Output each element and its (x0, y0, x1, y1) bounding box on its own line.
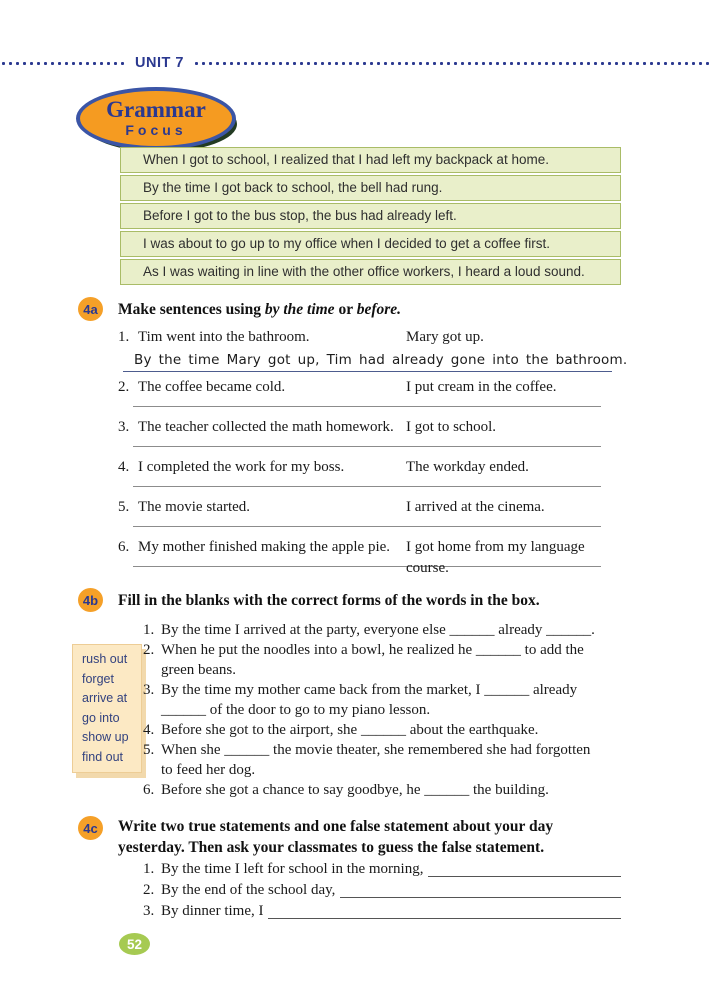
word-box-item: go into (82, 710, 120, 725)
item-number: 2. (118, 379, 130, 395)
item-text-line: to feed her dog. (161, 762, 256, 778)
dotted-rule-right (193, 61, 710, 66)
item-text (161, 680, 651, 720)
heading-text: or (334, 301, 357, 318)
heading-line: Write two true statements and one false statement about your day (118, 818, 554, 835)
item-text: By the time I arrived at the party, everyone else ______ already ______. (161, 622, 595, 638)
item-number: 4. (118, 459, 130, 475)
grammar-example-row: By the time I got back to school, the bell had rung. (120, 175, 621, 201)
item-left-sentence: The teacher collected the math homework. (138, 419, 394, 435)
section-4a-heading (118, 299, 650, 320)
grammar-examples-box (120, 147, 621, 287)
item-number: 6. (143, 782, 155, 798)
word-box-item: forget (82, 671, 114, 686)
writing-blank-line (428, 859, 621, 877)
item-text-line: By the time my mother came back from the market, I ______ already (161, 682, 578, 698)
grammar-focus-subtitle: Focus (125, 122, 187, 138)
fill-blank-item (143, 680, 651, 720)
item-number: 3. (143, 903, 155, 919)
item-left-sentence: My mother finished making the apple pie. (138, 539, 391, 555)
section-4b-heading: Fill in the blanks with the correct forms of the words in the box. (118, 592, 540, 609)
handwritten-answer-line (123, 348, 628, 372)
grammar-focus-title: Grammar (106, 97, 206, 122)
item-left-sentence: Tim went into the bathroom. (138, 329, 310, 345)
item-right-sentence: I put cream in the coffee. (406, 379, 557, 395)
item-text (161, 640, 651, 680)
item-number: 5. (118, 499, 130, 515)
grammar-example-row: When I got to school, I realized that I had left my backpack at home. (120, 147, 621, 173)
heading-text: Make sentences using (118, 301, 265, 318)
item-left-sentence: I completed the work for my boss. (138, 459, 345, 475)
item-number: 3. (118, 419, 130, 435)
item-number: 1. (143, 861, 155, 877)
item-text: By dinner time, I (161, 903, 264, 919)
exercise-item (118, 537, 623, 576)
grammar-example-row: I was about to go up to my office when I decided to get a coffee first. (120, 231, 621, 257)
item-text-line: green beans. (161, 662, 236, 678)
item-text (161, 740, 651, 780)
fill-blank-item (143, 740, 651, 780)
word-box-item: show up (82, 730, 129, 744)
heading-italic: before. (356, 301, 402, 318)
item-right-sentence: The workday ended. (406, 459, 529, 475)
item-number: 2. (143, 882, 155, 898)
section-4b-badge: 4b (78, 588, 103, 612)
answer-blank-line (133, 446, 601, 447)
word-box (72, 644, 142, 773)
item-left-sentence: The movie started. (138, 499, 251, 515)
item-number: 2. (143, 642, 155, 658)
item-number: 3. (143, 682, 155, 698)
writing-item (143, 880, 623, 901)
answer-blank-line (133, 526, 601, 527)
exercise-item (118, 497, 623, 518)
page-number-badge: 52 (119, 933, 150, 955)
word-box-item: rush out (82, 652, 128, 666)
item-text: Before she got a chance to say goodbye, he ______ the building. (161, 782, 549, 798)
item-text-line: When he put the noodles into a bowl, he realized he ______ to add the (161, 642, 584, 658)
grammar-focus-badge (76, 87, 236, 150)
writing-blank-line (268, 901, 621, 919)
unit-title: UNIT 7 (135, 55, 184, 71)
answer-blank-line (133, 566, 601, 567)
exercise-item (118, 417, 623, 438)
item-right-sentence: I arrived at the cinema. (406, 499, 545, 515)
item-text: By the end of the school day, (161, 882, 336, 898)
fill-blank-item (143, 780, 651, 800)
fill-blank-item (143, 640, 651, 680)
exercise-4a-items (118, 327, 628, 577)
item-text-line: When she ______ the movie theater, she remembered she had forgotten (161, 742, 591, 758)
answer-blank-line (133, 486, 601, 487)
exercise-item (118, 377, 623, 398)
item-text-line: ______ of the door to go to my piano lesson. (161, 702, 431, 718)
writing-item (143, 859, 623, 880)
writing-item (143, 901, 623, 922)
item-right-sentence: Mary got up. (406, 329, 484, 345)
exercise-item (118, 457, 623, 478)
handwritten-answer: By the time Mary got up, Tim had already gone into the bathroom. (134, 352, 628, 368)
item-right-sentence: I got to school. (406, 419, 496, 435)
item-text: Before she got to the airport, she ______ about the earthquake. (161, 722, 539, 738)
item-number: 4. (143, 722, 155, 738)
exercise-item (118, 327, 623, 348)
writing-blank-line (340, 880, 621, 898)
word-box-item: find out (82, 749, 124, 764)
heading-line: yesterday. Then ask your classmates to guess the false statement. (118, 839, 545, 856)
section-4c-badge: 4c (78, 816, 103, 840)
exercise-4b-items (143, 620, 651, 800)
exercise-4c-items (143, 859, 623, 922)
grammar-example-row: As I was waiting in line with the other office workers, I heard a loud sound. (120, 259, 621, 285)
item-text: By the time I left for school in the morning, (161, 861, 424, 877)
item-number: 5. (143, 742, 155, 758)
dotted-rule-left (0, 61, 126, 66)
section-4c-heading (118, 816, 650, 858)
fill-blank-item (143, 620, 651, 640)
grammar-example-row: Before I got to the bus stop, the bus had already left. (120, 203, 621, 229)
section-4a-badge: 4a (78, 297, 103, 321)
unit-header-rule (0, 54, 710, 72)
item-number: 1. (118, 329, 130, 345)
answer-blank-line (133, 406, 601, 407)
item-left-sentence: The coffee became cold. (138, 379, 286, 395)
heading-italic: by the time (264, 301, 335, 318)
item-number: 1. (143, 622, 155, 638)
word-box-item: arrive at (82, 691, 128, 705)
fill-blank-item (143, 720, 651, 740)
item-right-sentence: I got home from my language course. (406, 539, 585, 576)
item-number: 6. (118, 539, 130, 555)
